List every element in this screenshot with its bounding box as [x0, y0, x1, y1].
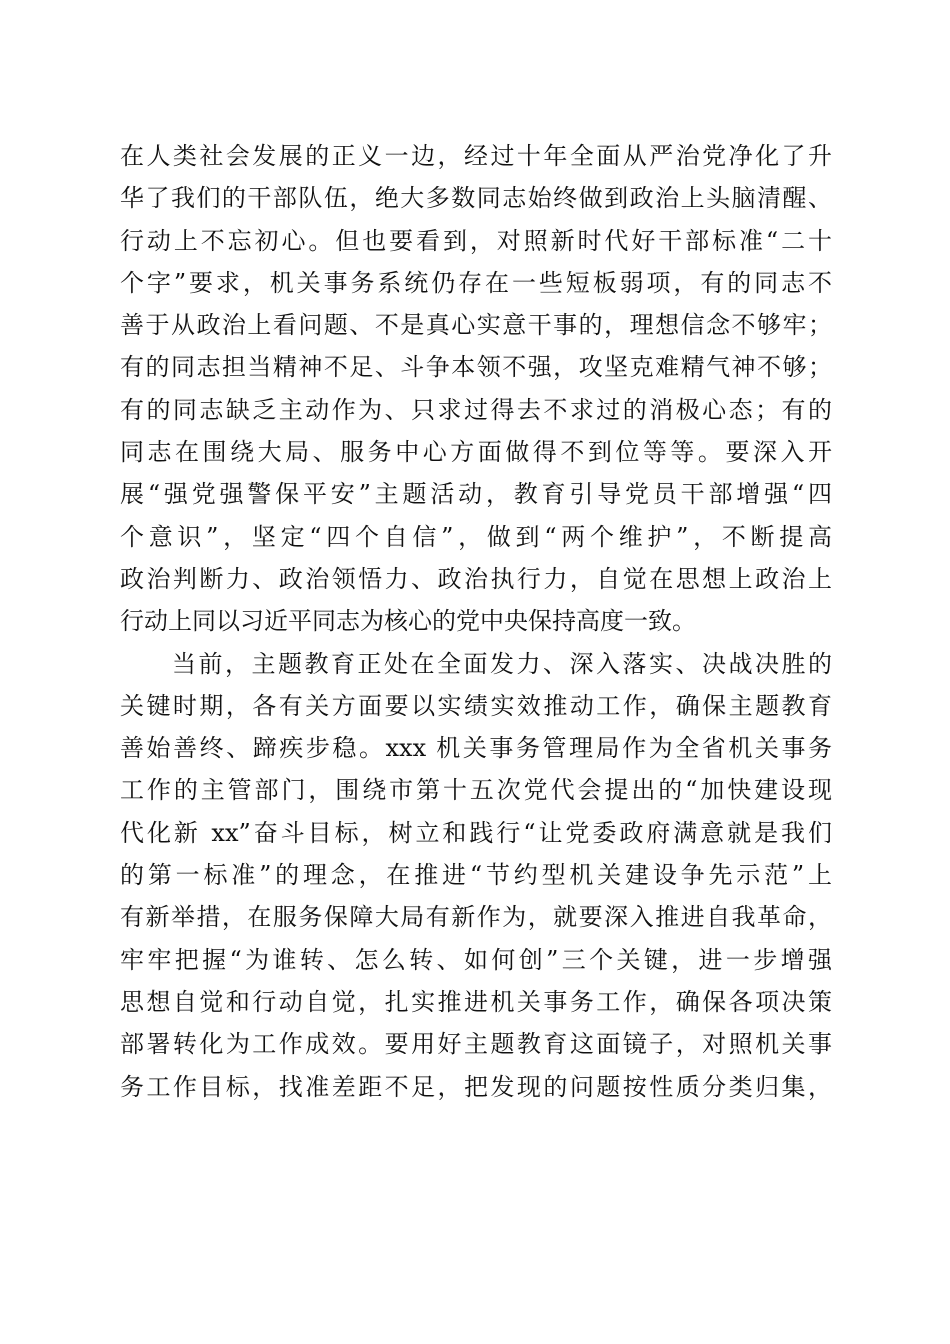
paragraph-2-line: 部署转化为工作成效。要用好主题教育这面镜子，对照机关事 — [120, 1030, 832, 1059]
paragraph-2-line: 善始善终、蹄疾步稳。xxx 机关事务管理局作为全省机关事务 — [120, 734, 832, 763]
paragraph-1-line: 华了我们的干部队伍，绝大多数同志始终做到政治上头脑清醒、 — [120, 184, 832, 213]
paragraph-1-line: 在人类社会发展的正义一边，经过十年全面从严治党净化了升 — [120, 142, 832, 170]
paragraph-1-line: 有的同志担当精神不足、斗争本领不强，攻坚克难精气神不够； — [120, 353, 832, 382]
paragraph-1-line: 个字”要求，机关事务系统仍存在一些短板弱项，有的同志不 — [120, 268, 832, 297]
paragraph-2-line: 当前，主题教育正处在全面发力、深入落实、决战决胜的 — [172, 649, 832, 678]
paragraph-1-line: 同志在围绕大局、服务中心方面做得不到位等等。要深入开 — [120, 438, 832, 467]
paragraph-2-line: 代化新 xx”奋斗目标，树立和践行“让党委政府满意就是我们 — [120, 818, 832, 847]
paragraph-1-line: 行动上同以习近平同志为核心的党中央保持高度一致。 — [120, 607, 696, 636]
paragraph-2 — [120, 643, 832, 1108]
paragraph-1-line: 展“强党强警保平安”主题活动，教育引导党员干部增强“四 — [120, 480, 832, 509]
paragraph-2-line: 关键时期，各有关方面要以实绩实效推动工作，确保主题教育 — [120, 691, 832, 720]
paragraph-2-line: 的第一标准”的理念，在推进“节约型机关建设争先示范”上 — [120, 861, 832, 890]
paragraph-2-line: 牢牢把握“为谁转、怎么转、如何创”三个关键，进一步增强 — [120, 945, 832, 974]
paragraph-2-line: 思想自觉和行动自觉，扎实推进机关事务工作，确保各项决策 — [120, 987, 832, 1016]
paragraph-1-line: 有的同志缺乏主动作为、只求过得去不求过的消极心态；有的 — [120, 395, 832, 424]
paragraph-1-line: 行动上不忘初心。但也要看到，对照新时代好干部标准“二十 — [120, 226, 832, 255]
paragraph-2-line: 务工作目标，找准差距不足，把发现的问题按性质分类归集， — [120, 1072, 832, 1101]
paragraph-2-line: 工作的主管部门，围绕市第十五次党代会提出的“加快建设现 — [120, 776, 832, 805]
paragraph-1-line: 政治判断力、政治领悟力、政治执行力，自觉在思想上政治上 — [120, 564, 832, 593]
paragraph-1-line: 善于从政治上看问题、不是真心实意干事的，理想信念不够牢； — [120, 311, 832, 340]
paragraph-1 — [120, 135, 832, 643]
document-body — [120, 135, 832, 1108]
paragraph-1-line: 个意识”，坚定“四个自信”，做到“两个维护”，不断提高 — [120, 522, 832, 551]
paragraph-2-line: 有新举措，在服务保障大局有新作为，就要深入推进自我革命， — [120, 903, 832, 932]
